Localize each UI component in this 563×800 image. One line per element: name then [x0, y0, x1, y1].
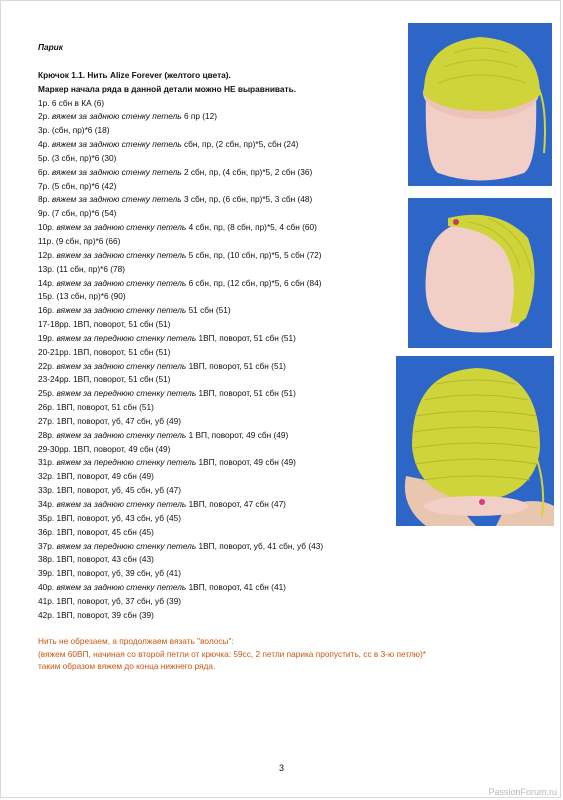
- pattern-row: [38, 540, 393, 554]
- toy-head-back-image: [396, 356, 554, 526]
- pattern-row: [38, 373, 393, 387]
- row-stitches: 1ВП, поворот, уб, 45 сбн, уб (47): [56, 485, 182, 496]
- row-stitches: 1ВП, поворот, уб, 47 сбн, уб (49): [56, 415, 182, 426]
- row-stitches: 1ВП, поворот, уб, 43 сбн, уб (45): [56, 512, 182, 523]
- row-stitches: 1ВП, поворот, уб, 41 сбн, уб (43): [196, 540, 324, 551]
- pattern-row: [38, 415, 393, 429]
- row-stitches: 3 сбн, пр, (6 сбн, пр)*5, 3 сбн (48): [181, 194, 313, 205]
- row-loop-instruction: вяжем за переднюю стенку петель: [56, 457, 197, 468]
- row-number: 14р.: [38, 277, 57, 288]
- row-loop-instruction: вяжем за заднюю стенку петель: [56, 360, 187, 371]
- row-stitches: 1ВП, поворот, уб, 37 сбн, уб (39): [56, 595, 182, 606]
- row-stitches: сбн, пр, (2 сбн, пр)*5, сбн (24): [181, 139, 299, 150]
- row-stitches: 2 сбн, пр, (4 сбн, пр)*5, 2 сбн (36): [181, 166, 313, 177]
- row-stitches: 1ВП, поворот, 51 сбн (51): [73, 346, 171, 357]
- row-number: 2р.: [38, 111, 52, 122]
- row-stitches: 6 сбн, пр, (12 сбн, пр)*5, 6 сбн (84): [186, 277, 322, 288]
- row-stitches: (7 сбн, пр)*6 (54): [51, 208, 117, 219]
- row-stitches: 1ВП, поворот, 49 сбн (49): [56, 471, 154, 482]
- row-stitches: 1ВП, поворот, 51 сбн (51): [56, 402, 154, 413]
- pattern-row: [38, 526, 393, 540]
- photo-wig-side-view: [408, 198, 552, 348]
- row-number: 22р.: [38, 360, 57, 371]
- row-number: 16р.: [38, 305, 57, 316]
- row-loop-instruction: вяжем за заднюю стенку петель: [56, 277, 187, 288]
- row-loop-instruction: вяжем за заднюю стенку петель: [51, 111, 182, 122]
- row-number: 39р.: [38, 568, 57, 579]
- row-loop-instruction: вяжем за переднюю стенку петель: [56, 332, 197, 343]
- pattern-row: [38, 595, 393, 609]
- pattern-row: [38, 138, 393, 152]
- row-number: 23-24рр.: [38, 374, 74, 385]
- pattern-row: [38, 180, 393, 194]
- row-loop-instruction: вяжем за заднюю стенку петель: [56, 499, 187, 509]
- pattern-row: [38, 429, 393, 443]
- row-number: 20-21рр.: [38, 346, 74, 357]
- row-number: 40р.: [38, 582, 57, 593]
- row-number: 17-18рр.: [38, 319, 74, 330]
- row-number: 19р.: [38, 332, 57, 343]
- row-stitches: 1ВП, поворот, 39 сбн (39): [56, 609, 154, 620]
- row-loop-instruction: вяжем за заднюю стенку петель: [51, 166, 182, 177]
- row-number: 4р.: [38, 139, 52, 150]
- row-number: 29-30рр.: [38, 443, 74, 454]
- row-number: 32р.: [38, 471, 57, 482]
- row-number: 1р.: [38, 97, 52, 108]
- pattern-row: [38, 567, 393, 581]
- note-line: (вяжем 60ВП, начиная со второй петли от крючка: 59сс, 2 петли парика пропустить, сс в 3-ю петлю)*: [38, 648, 427, 659]
- row-number: 5р.: [38, 152, 52, 163]
- pattern-row: [38, 498, 393, 512]
- row-stitches: 1ВП, поворот, 51 сбн (51): [186, 360, 286, 371]
- pattern-row: [38, 484, 393, 498]
- row-stitches: 1ВП, поворот, 51 сбн (51): [196, 332, 296, 343]
- photo-wig-back-view: [396, 356, 554, 526]
- pattern-row: [38, 346, 393, 360]
- row-loop-instruction: вяжем за переднюю стенку петель: [56, 540, 197, 551]
- pattern-row: [38, 360, 393, 374]
- row-number: 10р.: [38, 222, 57, 233]
- row-stitches: 1ВП, поворот, 45 сбн (45): [56, 526, 154, 537]
- row-loop-instruction: вяжем за заднюю стенку петель: [56, 222, 187, 233]
- row-stitches: 1ВП, поворот, 51 сбн (51): [73, 374, 171, 385]
- marker-note: Маркер начала ряда в данной детали можно НЕ выравнивать.: [38, 83, 297, 94]
- pattern-row: [38, 235, 393, 249]
- row-stitches: 5 сбн, пр, (10 сбн, пр)*5, 5 сбн (72): [186, 249, 322, 260]
- page-number: 3: [278, 763, 284, 773]
- hair-instructions-note: [38, 635, 508, 673]
- row-number: 38р.: [38, 554, 57, 565]
- pattern-row: [38, 401, 393, 415]
- row-number: 8р.: [38, 194, 52, 205]
- row-loop-instruction: вяжем за заднюю стенку петель: [56, 305, 187, 316]
- row-number: 27р.: [38, 415, 57, 426]
- section-heading: Парик: [38, 42, 63, 52]
- row-stitches: 1ВП, поворот, 47 сбн (47): [186, 499, 286, 509]
- row-number: 13р.: [38, 263, 57, 274]
- pattern-row: [38, 221, 393, 235]
- row-number: 15р.: [38, 291, 57, 302]
- pattern-row: [38, 290, 393, 304]
- row-number: 36р.: [38, 526, 57, 537]
- row-number: 11р.: [38, 235, 56, 246]
- pattern-row: [38, 207, 393, 221]
- pattern-row: [38, 553, 393, 567]
- row-loop-instruction: вяжем за заднюю стенку петель: [56, 582, 187, 593]
- row-stitches: 1ВП, поворот, 49 сбн (49): [196, 457, 296, 468]
- row-stitches: 6 пр (12): [181, 111, 218, 122]
- pattern-row: [38, 332, 393, 346]
- row-stitches: 1ВП, поворот, 49 сбн (49): [73, 443, 171, 454]
- toy-head-top-image: [408, 23, 552, 186]
- pattern-row: [38, 443, 393, 457]
- row-stitches: 51 сбн (51): [186, 305, 231, 316]
- row-stitches: (5 сбн, пр)*6 (42): [51, 180, 117, 191]
- row-stitches: (сбн, пр)*6 (18): [51, 125, 110, 136]
- row-number: 34р.: [38, 499, 57, 509]
- pattern-row: [38, 263, 393, 277]
- pattern-row: [38, 512, 393, 526]
- pattern-row: [38, 304, 393, 318]
- row-stitches: 1ВП, поворот, 51 сбн (51): [73, 319, 171, 330]
- pattern-row: [38, 470, 393, 484]
- pattern-row: [38, 318, 393, 332]
- pattern-row: [38, 456, 393, 470]
- row-number: 35р.: [38, 512, 57, 523]
- row-stitches: 1ВП, поворот, 43 сбн (43): [56, 554, 154, 565]
- pattern-row: [38, 249, 393, 263]
- pattern-row: [38, 166, 393, 180]
- row-number: 28р.: [38, 429, 57, 440]
- row-number: 6р.: [38, 166, 52, 177]
- row-list: [38, 97, 393, 623]
- note-line: Нить не обрезаем, а продолжаем вязать "волосы":: [38, 636, 234, 646]
- row-stitches: 4 сбн, пр, (8 сбн, пр)*5, 4 сбн (60): [186, 222, 317, 233]
- row-number: 9р.: [38, 208, 52, 219]
- pattern-row: [38, 277, 393, 291]
- row-loop-instruction: вяжем за переднюю стенку петель: [56, 388, 197, 399]
- row-number: 31р.: [38, 457, 57, 468]
- row-stitches: (3 сбн, пр)*6 (30): [51, 152, 117, 163]
- pattern-text: [38, 41, 393, 623]
- toy-head-side-image: [408, 198, 552, 348]
- row-stitches: 1ВП, поворот, 41 сбн (41): [186, 582, 286, 593]
- row-stitches: (13 сбн, пр)*6 (90): [56, 291, 126, 302]
- row-number: 25р.: [38, 388, 57, 399]
- hook-yarn-line: Крючок 1.1. Нить Alize Forever (желтого цвета).: [38, 69, 231, 80]
- row-number: 26р.: [38, 402, 57, 413]
- photo-wig-top-view: [408, 23, 552, 186]
- pattern-row: [38, 152, 393, 166]
- site-watermark: PassionForum.ru: [488, 787, 557, 797]
- note-line: таким образом вяжем до конца нижнего ряда.: [38, 661, 216, 671]
- row-loop-instruction: вяжем за заднюю стенку петель: [51, 194, 182, 205]
- row-stitches: 1ВП, поворот, уб, 39 сбн, уб (41): [56, 568, 182, 579]
- row-loop-instruction: вяжем за заднюю стенку петель: [51, 139, 182, 150]
- row-number: 42р.: [38, 609, 57, 620]
- row-stitches: 1ВП, поворот, 51 сбн (51): [196, 388, 296, 399]
- row-number: 33р.: [38, 485, 57, 496]
- row-number: 3р.: [38, 125, 52, 136]
- pattern-row: [38, 387, 393, 401]
- pattern-row: [38, 110, 393, 124]
- row-stitches: 6 сбн в КА (6): [51, 97, 105, 108]
- row-number: 41р.: [38, 595, 57, 606]
- row-stitches: (9 сбн, пр)*6 (66): [55, 235, 121, 246]
- pattern-row: [38, 97, 393, 111]
- row-loop-instruction: вяжем за заднюю стенку петель: [56, 249, 187, 260]
- row-number: 37р.: [38, 540, 57, 551]
- pattern-row: [38, 581, 393, 595]
- pattern-row: [38, 193, 393, 207]
- row-stitches: (11 сбн, пр)*6 (78): [56, 263, 126, 274]
- row-number: 12р.: [38, 249, 57, 260]
- pattern-row: [38, 609, 393, 623]
- row-number: 7р.: [38, 180, 52, 191]
- row-loop-instruction: вяжем за заднюю стенку петель: [56, 429, 187, 440]
- pattern-row: [38, 124, 393, 138]
- row-stitches: 1 ВП, поворот, 49 сбн (49): [186, 429, 289, 440]
